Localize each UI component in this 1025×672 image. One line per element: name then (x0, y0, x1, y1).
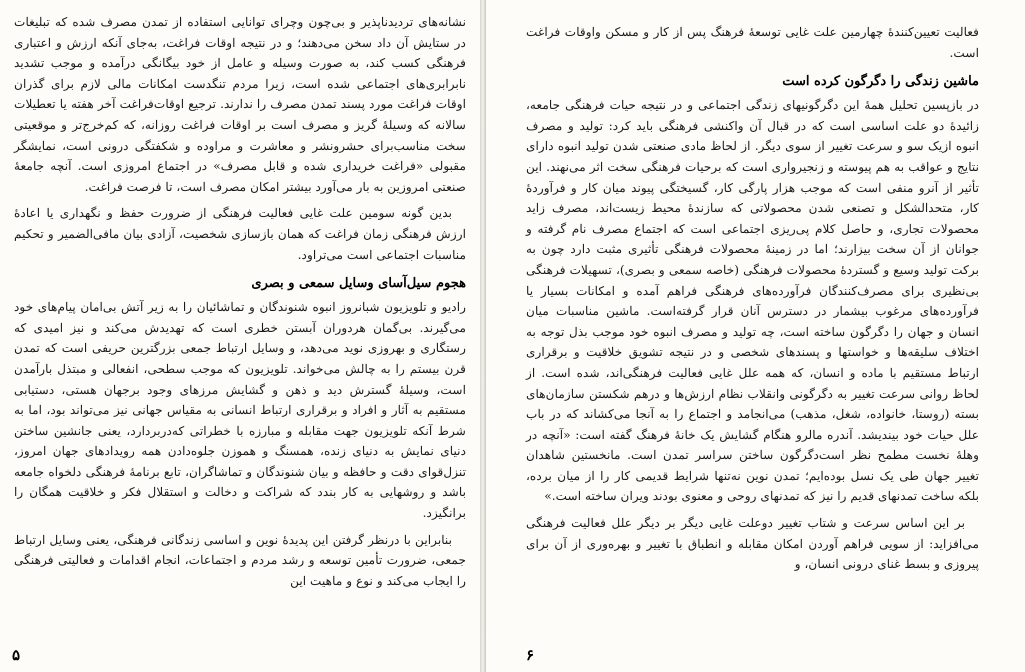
right-paragraph-1: فعالیت تعیین‌کنندهٔ چهارمین علت غایی توسعهٔ فرهنگ پس از کار و مسکن واوقات فراغت است. (526, 25, 979, 60)
right-page (486, 0, 1025, 672)
left-section-heading: هجوم سیل‌آسای وسایل سمعی و بصری (251, 276, 466, 292)
right-page-number: ۶ (526, 646, 535, 664)
right-paragraph-2: در بازپسین تحلیل همهٔ این دگرگونیهای زندگی اجتماعی و در نتیجه حیات فرهنگی جامعه، زائیدهٔ دو علت اساسی است که در قبال آن واکنشی فرهنگی باید کرد: تولید و مصرف انبوه ازیک سو و سرعت تغییر از سوی دیگر. از لحاظ مادی صنعتی شدن تولید انبوه دارای نتایج و عواقب به هم پیوسته و زنجیرواری است که برحیات فرهنگی سخت اثر می‌نهند. این تأثیر از آنرو منفی است که موجب هزار پارگی کار، گسیختگی پیوند میان کار و فرآوردهٔ کار، متحدالشکل و تصنعی شدن محصولاتی که سازندهٔ محیط زیست‌اند، مصرف زاید محصولات تجاری، و حاصل کلام پی‌ریزی اجتماعی است که اجتماع مصرف نام گرفته و جوانان از آن سخت بیزارند؛ اما در زمینهٔ محصولات فرهنگی تأثیری مثبت دارد چون به برکت تولید وسیع و گستردهٔ محصولات فرهنگی (خاصه سمعی و بصری)، تسهیلات فرهنگی بی‌نظیری برای مصرف‌کنندگان فرآورده‌های فرهنگی فراهم آمده و امکانات بسیار یا فرآورده‌های مرغوب بیشمار در دسترس آنان قرار گرفته‌است. ماشین مناسبات میان انسان و جهان را دگرگون ساخته است، چه تولید و مصرف انبوه خود موجب بذل توجه به اختلاف سلیقه‌ها و خواستها و پسندهای شخصی و در نتیجه تشویق خلاقیت و برقراری ارتباط مستقیم با ماده و انسان، که همه علل غایی فعالیت فرهنگی‌اند، شده است. از لحاظ روانی سرعت تغییر به دگرگونی وانقلاب نظام ارزش‌ها و درهم شکستن سازمان‌های بسته (روستا، خانواده، شغل، مذهب) می‌انجامد و اجتماع را به آنجا می‌کشاند که در باب علل حیات خود بیندیشد. آندره مالرو هنگام گشایش یک خانهٔ فرهنگ گفته است: «آنچه در وهلهٔ نخست مطمح نظر است‌دگرگون ساختن سراسر تمدن است. مانخستین شاهدان تغییر جهان طی یک نسل بوده‌ایم؛ تمدن نوین نه‌تنها شرایط قدیمی کار را از میان برده، بلکه ساخت تمدنهای قدیم را نیز که تمدنهای روحی و معنوی بودند ویران ساخته است.» (526, 98, 979, 504)
left-page-body (14, 12, 466, 591)
right-paragraph-3: بر این اساس سرعت و شتاب تغییر دوعلت غایی دیگر بر دیگر علل فعالیت فرهنگی می‌افزاید: از سویی فراهم آوردن امکان مقابله و انطباق با تغییر و بهره‌وری از آن برای پیروزی و بسط غنای درونی انسان، و (526, 516, 979, 572)
right-section-heading: ماشین زندگی را دگرگون کرده است (782, 74, 979, 90)
left-paragraph-1: نشانه‌های تردیدناپذیر و بی‌چون وچرای توانایی استفاده از تمدن مصرف شده که تبلیغات در ستایش آن داد سخن می‌دهند؛ و در نتیجه اوقات فراغت، به‌جای آنکه ارزش و اعتباری فرهنگی کسب کند، به صورت وسیله و عامل از خود بیگانگی درآمده و موجب تشدید نابرابری‌های اجتماعی شده است، زیرا مردم تنگدست امکانات مالی لازم برای گذران اوقات فراغت مورد پسند تمدن مصرف را ندارند. ترجیع اوقات‌فراغت آخر هفته یا تعطیلات سالانه که وسیلهٔ گریز و مصرف است بر اوقات فراغت روزانه، که کم‌خرج‌تر و موقعیتی سخت مناسب‌برای حشرونشر و معاشرت و مراوده و شکفتگی درونی است، نمایشگر مقبولی «فراغت خریداری شده و قابل مصرف» در اجتماع امروزی است. آنچه جامعهٔ صنعتی امروزین به بار می‌آورد بیشتر امکان مصرف است، تا فرصت فراغت. (14, 15, 466, 194)
left-paragraph-4: بنابراین با درنظر گرفتن این پدیدهٔ نوین و اساسی زندگانی فرهنگی، یعنی وسایل ارتباط جمعی، ضرورت تأمین توسعه و رشد مردم و اجتماعات، انجام اقدامات و فعالیتی فرهنگی را ایجاب می‌کند و نوع و ماهیت این (14, 532, 466, 588)
left-page-number: ۵ (12, 646, 21, 664)
left-paragraph-2: بدین گونه سومین علت غایی فعالیت فرهنگی از ضرورت حفظ و نگهداری یا اعادهٔ ارزش فرهنگی زمان فراغت که همان بازسازی شخصیت، آزادی بیان مافی‌الضمیر و تحکیم مناسبات اجتماعی است می‌تراود. (14, 206, 466, 262)
right-page-body (526, 22, 979, 575)
left-paragraph-3: رادیو و تلویزیون شبانروز انبوه شنوندگان و تماشائیان را به زیر آتش بی‌امان پیام‌های خود می‌گیرند. بی‌گمان هردوران آبستن خطری است که تهدیدش می‌کند و نیز امیدی که رستگاری و بهروزی نوید می‌دهد، و وسایل ارتباط جمعی بزرگترین حریفی است که تمدن قرن بیستم را به چالش می‌خواند. تلویزیون که موجب سطحی، انفعالی و مبتذل بارآمدن است، وسیلهٔ گسترش دید و ذهن و گشایش مرزهای وجود برجهان هستی، دستیابی مستقیم به آثار و افراد و برقراری ارتباط انسانی به مقیاس جهانی نیز می‌تواند بود، اما به شرط آنکه تلویزیون جهت مقابله و مبارزه با خطراتی که‌دربردارد، یعنی جانشین ساختن دنیای نمایش به دنیای زنده، همسنگ و هموزن جلوه‌دادن همه رویدادهای جهان امروز، تنزل‌قوای دقت و حافظه و بیان شنوندگان و تماشاگران، تابع برنامهٔ فرهنگی دلخواه جامعه باشد و روشهایی به کار بندد که شراکت و دخالت و استقلال فکر و خلاقیت همگان را برانگیزد. (14, 300, 466, 521)
left-page (0, 0, 480, 672)
